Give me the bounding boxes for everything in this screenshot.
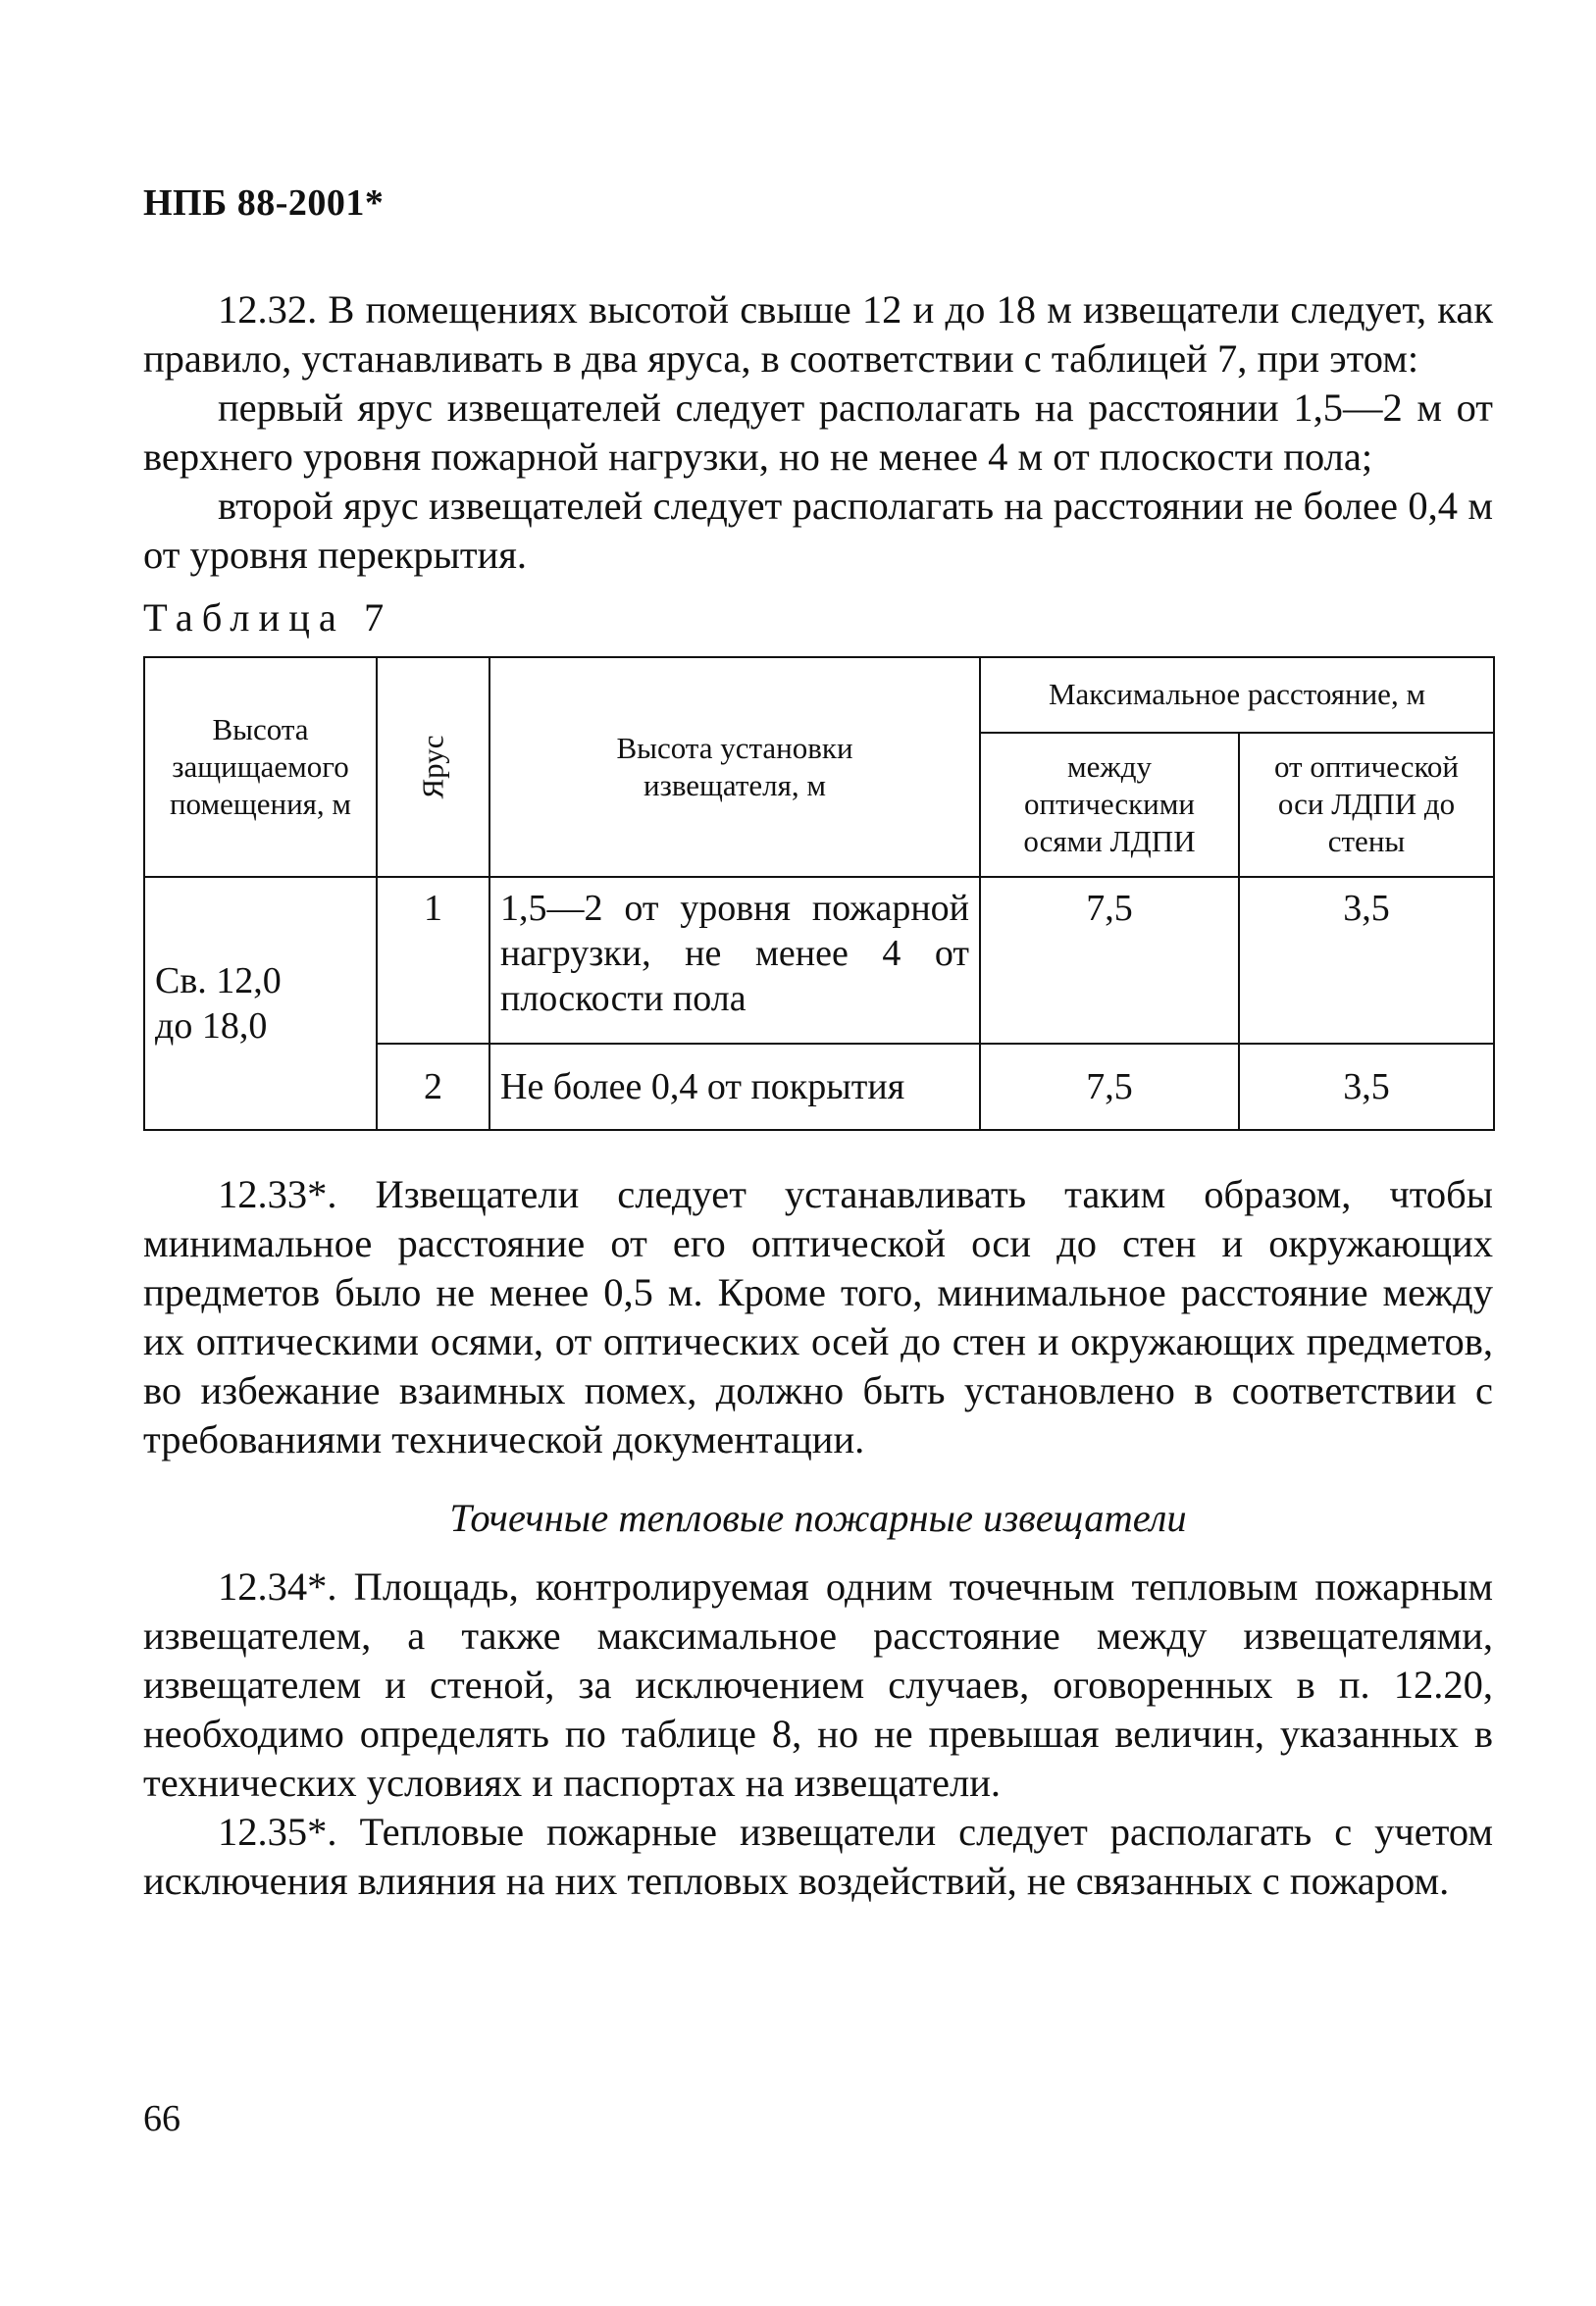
cell-between-axes-2: 7,5: [980, 1044, 1239, 1130]
header-axis-to-wall: от оптической оси ЛДПИ до стены: [1239, 733, 1494, 877]
paragraph-first-tier: первый ярус извещателей следует располагать на расстоянии 1,5—2 м от верхнего уровня пожарной нагрузки, но не менее 4 м от плоскости пола;: [143, 384, 1493, 479]
header-max-distance: Максимальное расстояние, м: [980, 657, 1494, 733]
room-height-value: Св. 12,0 до 18,0: [155, 959, 282, 1047]
cell-tier-2: 2: [377, 1044, 489, 1130]
table-caption: Таблица 7: [143, 594, 393, 640]
header-install-height: Высота установки извещателя, м: [489, 657, 980, 877]
header-tier: [377, 657, 489, 877]
header-between-axes: между оптическими осями ЛДПИ: [980, 733, 1239, 877]
cell-install-height-1: 1,5—2 от уровня пожарной нагрузки, не менее 4 от плоскости пола: [489, 877, 980, 1044]
cell-between-axes-1: 7,5: [980, 877, 1239, 1044]
cell-tier-1: 1: [377, 877, 489, 1044]
table-7: [143, 656, 1495, 1131]
cell-axis-to-wall-1: 3,5: [1239, 877, 1494, 1044]
header-tier-label: Ярус: [415, 735, 450, 799]
paragraph-12-35: 12.35*. Тепловые пожарные извещатели следует располагать с учетом исключения влияния на них тепловых воздействий, не связанных с пожаром.: [143, 1809, 1493, 1903]
cell-axis-to-wall-2: 3,5: [1239, 1044, 1494, 1130]
page-number: 66: [143, 2098, 180, 2139]
paragraph-12-34: 12.34*. Площадь, контролируемая одним точечным тепловым пожарным извещателем, а также максимальное расстояние между извещателями, извещателем и стеной, за исключением случаев, оговоренных в п. 12.20, необходимо определять по таблице 8, но не превышая величин, указанных в технических условиях и паспортах на извещатели.: [143, 1563, 1493, 1805]
paragraph-second-tier: второй ярус извещателей следует располагать на расстоянии не более 0,4 м от уровня перекрытия.: [143, 483, 1493, 577]
cell-room-height-value: [144, 877, 377, 1130]
paragraph-12-33: 12.33*. Извещатели следует устанавливать таким образом, чтобы минимальное расстояние от его оптической оси до стен и окружающих предметов было не менее 0,5 м. Кроме того, минимальное расстояние между их оптическими осями, от оптических осей до стен и окружающих предметов, во избежание взаимных помех, должно быть установлено в соответствии с требованиями технической документации.: [143, 1171, 1493, 1461]
document-code: НПБ 88-2001*: [143, 182, 385, 224]
section-subheading: Точечные тепловые пожарные извещатели: [449, 1495, 1187, 1540]
cell-install-height-2: Не более 0,4 от покрытия: [489, 1044, 980, 1130]
header-room-height: Высота защищаемого помещения, м: [144, 657, 377, 877]
paragraph-12-32: 12.32. В помещениях высотой свыше 12 и до 18 м извещатели следует, как правило, устанавливать в два яруса, в соответствии с таблицей 7, при этом:: [143, 286, 1493, 381]
document-page: [143, 181, 1493, 1906]
